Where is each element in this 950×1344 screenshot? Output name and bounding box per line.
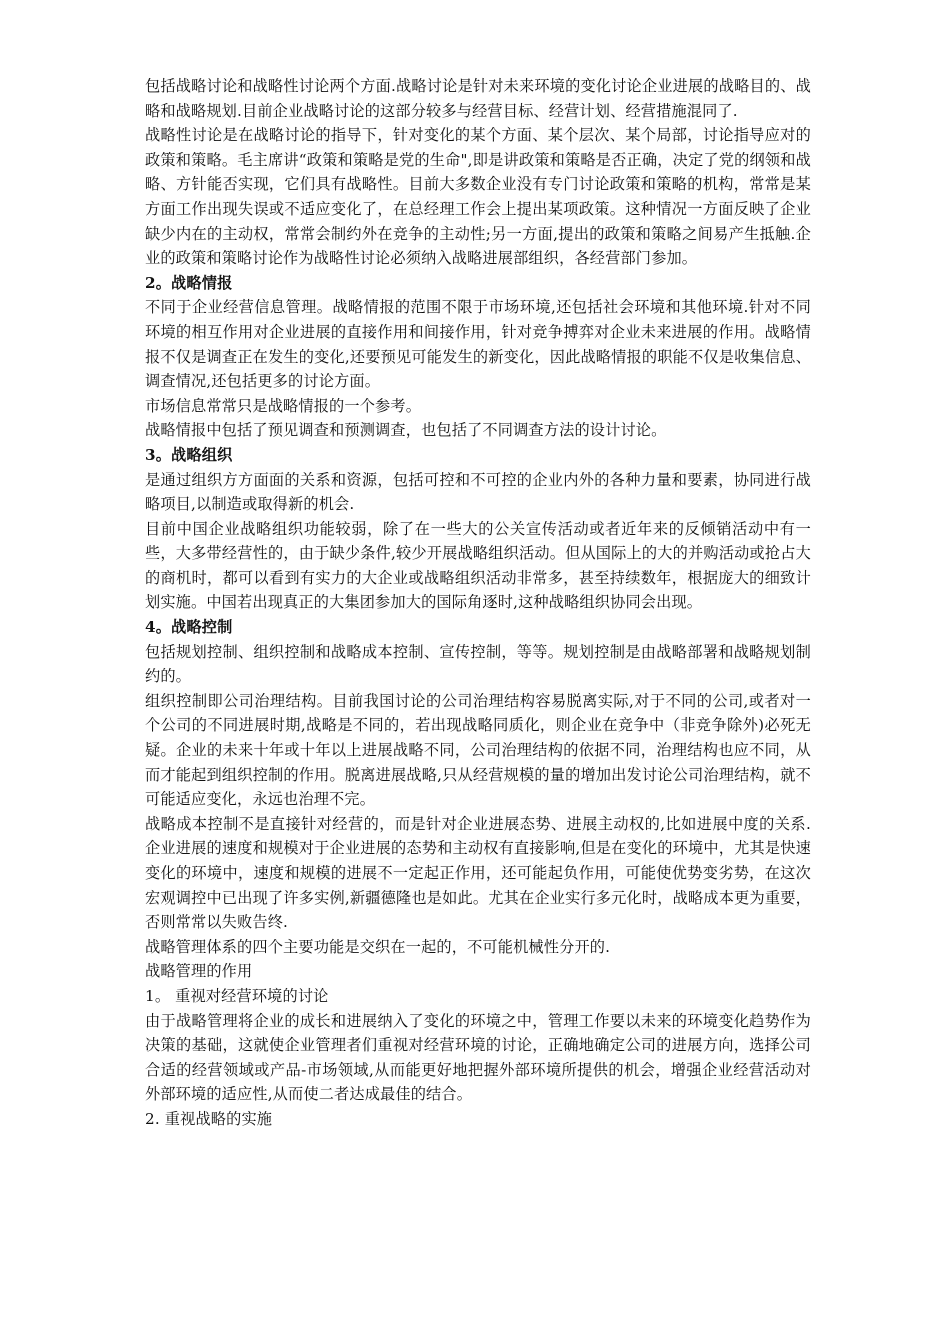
paragraph-cost-control: 战略成本控制不是直接针对经营的，而是针对企业进展态势、进展主动权的,比如进展中度的关系.企业进展的速度和规模对于企业进展的态势和主动权有直接影响,但是在变化的环境中，尤其是快速变化的环境中，速度和规模的进展不一定起正作用，还可能起负作用，可能使优势变劣势，在这次宏观调控中已出现了许多实例,新疆德隆也是如此。尤其在企业实行多元化时，战略成本更为重要，否则常常以失败告终.	[145, 814, 811, 932]
paragraph-control-scope: 包括规划控制、组织控制和战略成本控制、宣传控制，等等。规划控制是由战略部署和战略规划制约的。	[145, 642, 811, 686]
paragraph-intelligence-scope: 不同于企业经营信息管理。战略情报的范围不限于市场环境,还包括社会环境和其他环境.针对不同环境的相互作用对企业进展的直接作用和间接作用，针对竞争搏弈对企业未来进展的作用。战略情报不仅是调查正在发生的变化,还要预见可能发生的新变化，因此战略情报的职能不仅是收集信息、调查情况,还包括更多的讨论方面。	[145, 298, 811, 391]
paragraph-organization-definition: 是通过组织方方面面的关系和资源，包括可控和不可控的企业内外的各种力量和要素，协同进行战略项目,以制造或取得新的机会.	[145, 470, 811, 514]
paragraph-market-info: 市场信息常常只是战略情报的一个参考。	[145, 396, 422, 415]
heading-strategic-control: 4。战略控制	[145, 618, 233, 637]
document-body	[145, 74, 811, 1132]
paragraph-role-2-title: 2. 重视战略的实施	[145, 1109, 273, 1128]
paragraph-role-1-body: 由于战略管理将企业的成长和进展纳入了变化的环境之中，管理工作要以未来的环境变化趋势作为决策的基础，这就使企业管理者们重视对经营环境的讨论，正确地确定公司的进展方向，选择公司合适的经营领域或产品-市场领域,从而能更好地把握外部环境所提供的机会，增强企业经营活动对外部环境的适应性,从而使二者达成最佳的结合。	[145, 1011, 811, 1104]
paragraph-organization-control: 组织控制即公司治理结构。目前我国讨论的公司治理结构容易脱离实际,对于不同的公司,或者对一个公司的不同进展时期,战略是不同的，若出现战略同质化，则企业在竞争中（非竞争除外)必死无疑。企业的未来十年或十年以上进展战略不同，公司治理结构的依据不同，治理结构也应不同，从而才能起到组织控制的作用。脱离进展战略,只从经营规模的量的增加出发讨论公司治理结构，就不可能适应变化，永远也治理不完。	[145, 691, 811, 809]
paragraph-role-1-title: 1。 重视对经营环境的讨论	[145, 986, 329, 1005]
heading-strategic-organization: 3。战略组织	[145, 445, 233, 464]
paragraph-strategy-research: 包括战略讨论和战略性讨论两个方面.战略讨论是针对未来环境的变化讨论企业进展的战略目的、战略和战略规划.目前企业战略讨论的这部分较多与经营目标、经营计划、经营措施混同了.	[145, 77, 811, 120]
heading-strategic-intelligence: 2。战略情报	[145, 273, 233, 292]
paragraph-four-functions: 战略管理体系的四个主要功能是交织在一起的，不可能机械性分开的.	[145, 937, 611, 956]
paragraph-role-title: 战略管理的作用	[145, 962, 253, 981]
paragraph-strategic-research: 战略性讨论是在战略讨论的指导下，针对变化的某个方面、某个层次、某个局部，讨论指导应对的政策和策略。毛主席讲“政策和策略是党的生命",即是讲政策和策略是否正确，决定了党的纲领和战略、方针能否实现，它们具有战略性。目前大多数企业没有专门讨论政策和策略的机构，常常是某方面工作出现失误或不适应变化了，在总经理工作会上提出某项政策。这种情况一方面反映了企业缺少内在的主动权，常常会制约外在竞争的主动性;另一方面,提出的政策和策略之间易产生抵触.企业的政策和策略讨论作为战略性讨论必须纳入战略进展部组织，各经营部门参加。	[145, 126, 811, 268]
paragraph-organization-china: 目前中国企业战略组织功能较弱，除了在一些大的公关宣传活动或者近年来的反倾销活动中有一些，大多带经营性的，由于缺少条件,较少开展战略组织活动。但从国际上的大的并购活动或抢占大的商机时，都可以看到有实力的大企业或战略组织活动非常多，甚至持续数年，根据庞大的细致计划实施。中国若出现真正的大集团参加大的国际角逐时,这种战略组织协同会出现。	[145, 519, 811, 612]
paragraph-intelligence-survey: 战略情报中包括了预见调查和预测调查，也包括了不同调查方法的设计讨论。	[145, 421, 667, 440]
